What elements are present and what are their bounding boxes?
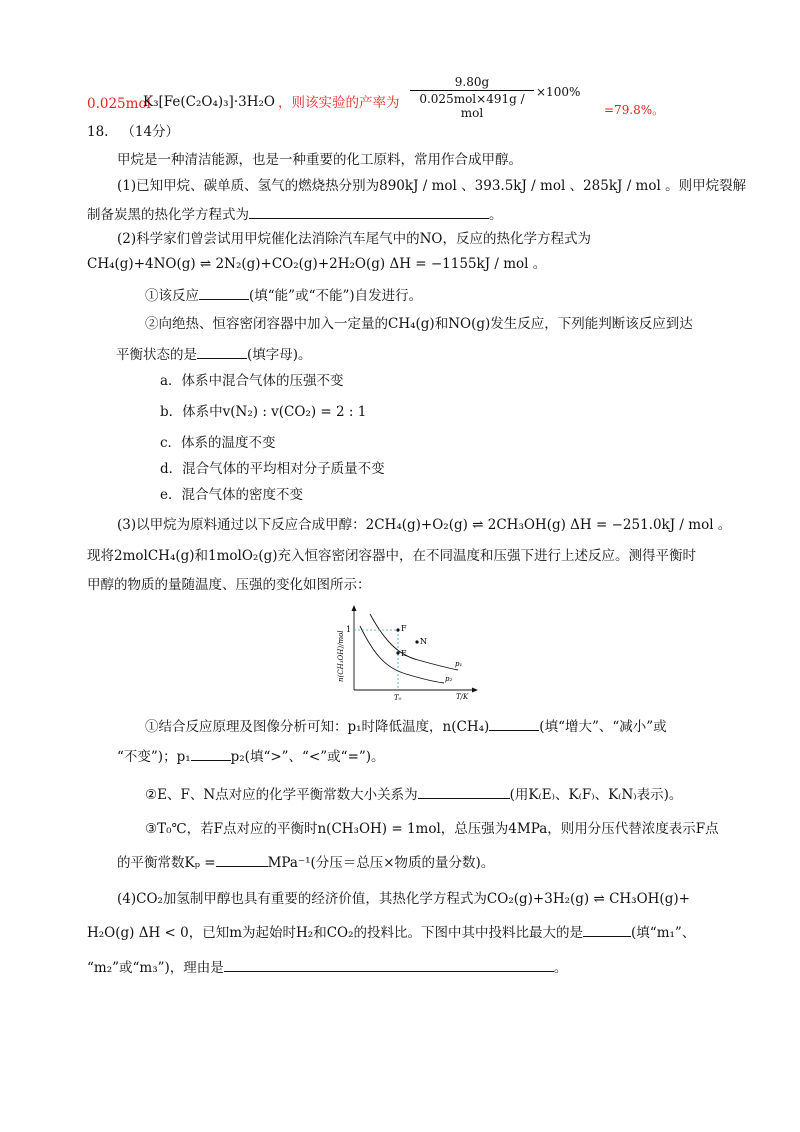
part3-line3: 甲醇的物质的量随温度、压强的变化如图所示： [87,577,371,593]
option-e: e．混合气体的密度不变 [160,487,303,503]
label-p1: p₁ [455,660,463,668]
methanol-chart [330,600,490,706]
times-100: ×100% [536,85,581,99]
part3-q2: ②E、F、N点对应的化学平衡常数大小关系为 (用K₍E₎、K₍F₎、K₍N₎表示)。 [145,784,682,804]
y-arrow [352,605,357,611]
answer-blank[interactable] [489,716,539,731]
part3-q1-line2: “不变”)；p₁ p₂(填“>”、“<”或“=”)。 [117,746,385,766]
label-n: N [420,637,427,646]
label-e: E [401,649,407,658]
part2-q2-line2: 平衡状态的是 (填字母)。 [116,344,312,364]
y-label: n(CH₃OH)/mol [337,630,345,682]
part3-q3-line2: 的平衡常数Kₚ = MPa⁻¹(分压＝总压×物质的量分数)。 [117,852,494,872]
part2-q2-line1: ②向绝热、恒容密闭容器中加入一定量的CH₄(g)和NO(g)发生反应，下列能判断该反应到达 [145,316,693,332]
point-e [396,651,399,654]
option-c: c．体系的温度不变 [160,435,276,451]
yield-fraction [410,75,534,120]
answer-blank[interactable] [197,344,247,359]
answer-blank[interactable] [224,957,554,972]
part4-line2: H₂O(g) ΔH < 0，已知m为起始时H₂和CO₂的投料比。下图中其中投料比最大的是 (填“m₁”、 [87,922,695,942]
option-a: a．体系中混合气体的压强不变 [160,373,344,389]
answer-blank[interactable] [418,784,510,799]
part2-line1: (2)科学家们曾尝试用甲烷催化法消除汽车尾气中的NO，反应的热化学方程式为 [117,231,592,247]
answer-blank[interactable] [583,922,631,937]
option-b: b．体系中v(N₂) : v(CO₂) = 2 : 1 [160,404,367,420]
part4-line3: “m₂”或“m₃”)，理由是 。 [87,957,567,977]
part1-line1: (1)已知甲烷、碳单质、氢气的燃烧热分别为890kJ / mol 、393.5kJ / mol 、285kJ / mol 。则甲烷裂解 [117,178,747,194]
option-d: d．混合气体的平均相对分子质量不变 [160,461,385,477]
answer-blank[interactable] [249,204,489,219]
point-n [415,640,418,643]
answer-blank[interactable] [199,285,249,300]
part1-line2: 制备炭黑的热化学方程式为 。 [87,204,503,224]
yield-note: ，则该实验的产率为 [278,95,400,111]
part3-line2: 现将2molCH₄(g)和1molO₂(g)充入恒容密闭容器中，在不同温度和压强下进行上述反应。测得平衡时 [87,548,697,564]
point-f [396,628,399,631]
part2-q1: ①该反应 (填“能”或“不能”)自发进行。 [145,285,422,305]
part3-q1-line1: ①结合反应原理及图像分析可知：p₁时降低温度，n(CH₄) (填“增大”、“减小”或 [145,716,667,736]
intro: 甲烷是一种清洁能源，也是一种重要的化工原料，常用作合成甲醇。 [117,152,522,168]
answer-blank[interactable] [191,746,231,761]
y-tick: 1 [346,625,352,634]
label-f: F [401,624,407,633]
answer-blank[interactable] [216,852,268,867]
yield-result: =79.8%。 [604,103,665,117]
part3-line1: (3)以甲烷为原料通过以下反应合成甲醇：2CH₄(g)+O₂(g) ⇌ 2CH₃OH(g) ΔH = −251.0kJ / mol 。 [117,517,732,533]
compound-formula: K₃[Fe(C₂O₄)₃]·3H₂O [143,94,275,110]
x-label: T/K [456,693,469,701]
amount: 0.025mol [87,96,151,112]
x-tick: T₀ [394,694,402,702]
label-p2: p₂ [445,675,453,683]
fraction-numerator: 9.80g [454,75,490,89]
fraction-denominator: 0.025mol×491g / mol [419,92,525,120]
x-arrow [472,688,478,693]
part2-equation: CH₄(g)+4NO(g) ⇌ 2N₂(g)+CO₂(g)+2H₂O(g) ΔH = −1155kJ / mol 。 [87,256,547,272]
part3-q3-line1: ③T₀℃，若F点对应的平衡时n(CH₃OH) = 1mol，总压强为4MPa，则用分压代替浓度表示F点 [145,821,719,837]
part4-line1: (4)CO₂加氢制甲醇也具有重要的经济价值，其热化学方程式为CO₂(g)+3H₂(g) ⇌ CH₃OH(g)+ [117,891,690,907]
question-number: 18. （14分） [87,124,180,140]
